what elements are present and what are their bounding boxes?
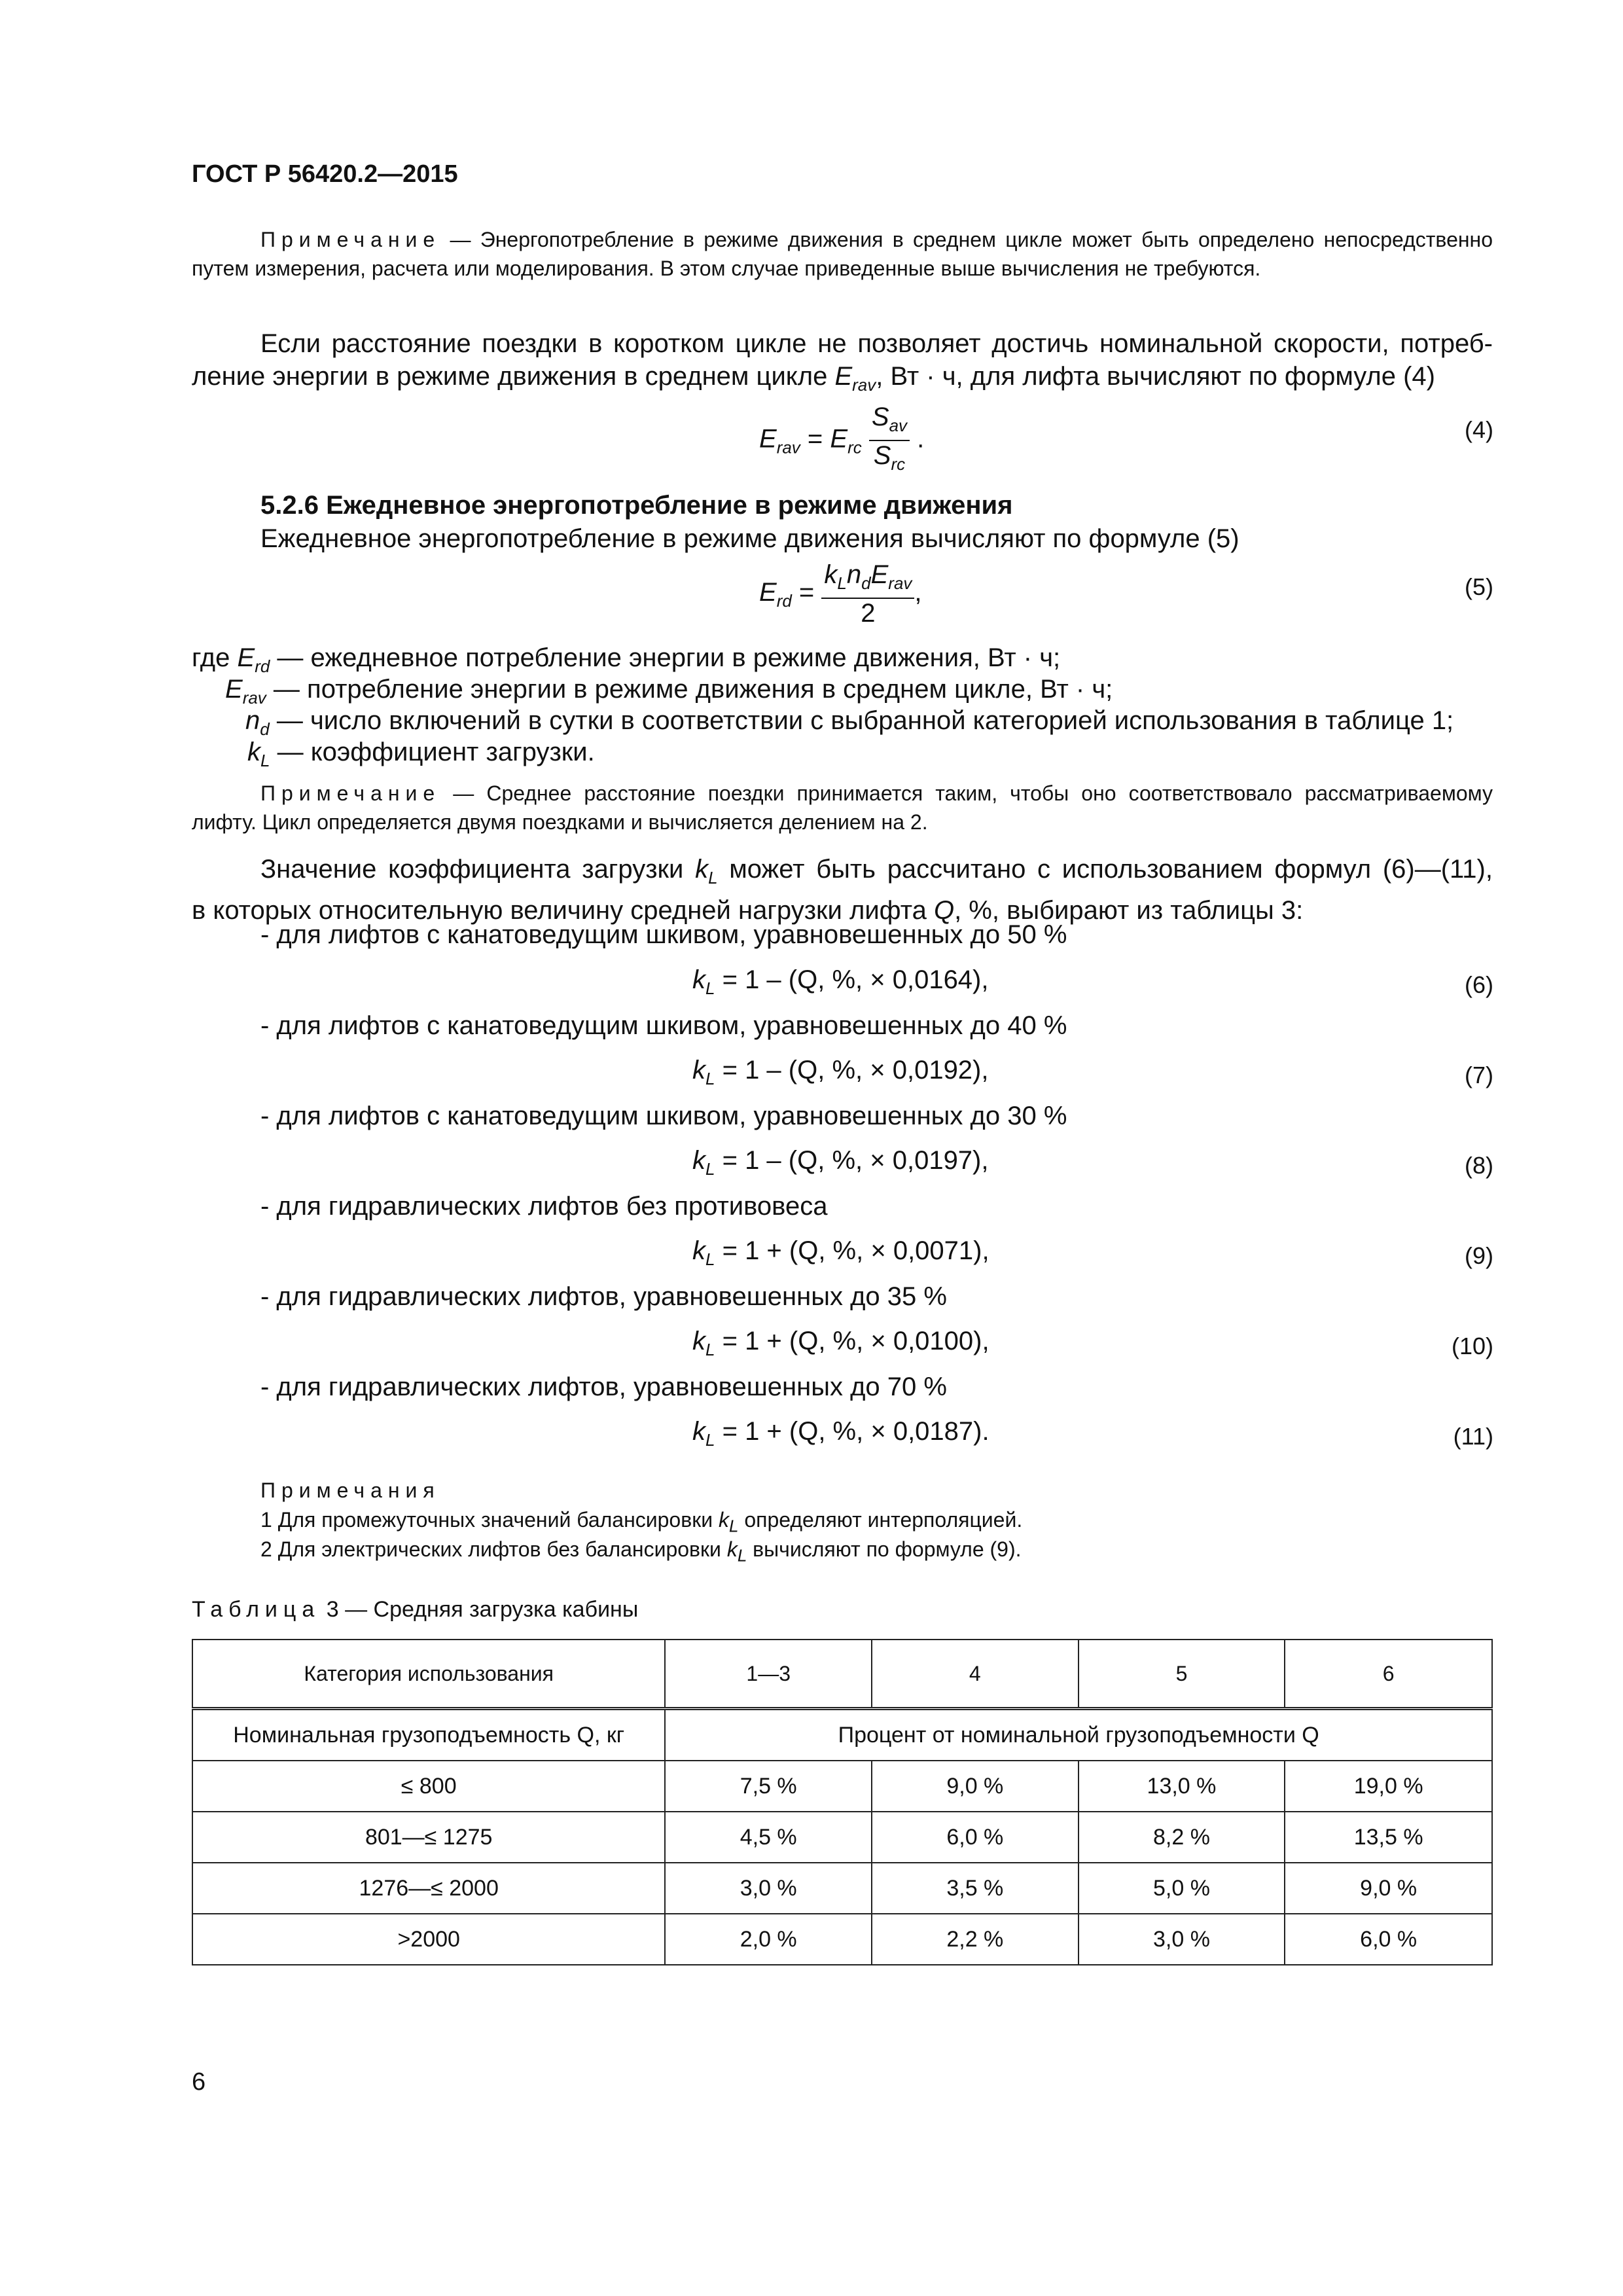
paragraph-1 xyxy=(192,327,1493,401)
notes-item-2: 2 Для электрических лифтов без балансировки $k_L$ вычисляют по формуле (9). xyxy=(260,1537,1022,1566)
document-code-header: ГОСТ Р 56420.2—2015 xyxy=(192,160,458,188)
case-label-8: - для лифтов с канатоведущим шкивом, уравновешенных до 30 % xyxy=(260,1102,1067,1130)
case-formula-8: $k_L = 1 - (Q$, %, × 0,0197), xyxy=(692,1146,989,1179)
table-header-row xyxy=(192,1640,1492,1709)
equation-5: $E_{rd}$ = $\frac{k_Ln_dE_{rav}}{2}$ , xyxy=(759,560,922,628)
case-label-7: - для лифтов с канатоведущим шкивом, уравновешенных до 40 % xyxy=(260,1011,1067,1040)
note-dash: — xyxy=(440,228,480,251)
case-label-9: - для гидравлических лифтов без противовеса xyxy=(260,1192,828,1221)
table-cell: 4,5 % xyxy=(665,1812,872,1863)
case-number-6: (6) xyxy=(1465,971,1493,998)
table-cell: 13,5 % xyxy=(1285,1812,1492,1863)
table-cell: 801—≤ 1275 xyxy=(192,1812,665,1863)
table-cell: 3,5 % xyxy=(872,1863,1079,1914)
equation-5-number: (5) xyxy=(1465,573,1493,600)
table-row xyxy=(192,1914,1492,1965)
table-cell: 19,0 % xyxy=(1285,1761,1492,1812)
table-row xyxy=(192,1863,1492,1914)
table-header-cell: 4 xyxy=(872,1640,1079,1709)
table-cell: 9,0 % xyxy=(1285,1863,1492,1914)
page-number: 6 xyxy=(192,2068,206,2096)
case-formula-10: $k_L = 1 + (Q$, %, × 0,0100), xyxy=(692,1327,990,1359)
note-label: Примечание xyxy=(260,781,441,805)
equation-4-fraction: $\frac{S_{av}}{S_{rc}}$ xyxy=(869,403,910,478)
table-caption: Таблица 3 — Средняя загрузка кабины xyxy=(192,1597,639,1622)
where-item-erav: $E_{rav}$ — потребление энергии в режиме движения в среднем цикле, Вт · ч; xyxy=(225,675,1113,708)
paragraph-1-line-2: ление энергии в режиме движения в среднем цикле $E_{rav}$, Вт · ч, для лифта вычисляют по формуле (4) xyxy=(192,362,1435,395)
note-block-2: Примечание — Среднее расстояние поездки принимается таким, чтобы оно соответствовало рассматриваемому лифту. Цикл определяется двумя поездками и вычисляется делением на 2. xyxy=(192,781,1493,834)
table-cell: 13,0 % xyxy=(1079,1761,1285,1812)
equation-5-fraction: $\frac{k_Ln_dE_{rav}}{2}$ xyxy=(821,560,914,628)
where-item-nd: $n_d$ — число включений в сутки в соответствии с выбранной категорией использования в таблице 1; xyxy=(245,706,1454,739)
table-cell: 7,5 % xyxy=(665,1761,872,1812)
table-cell: 3,0 % xyxy=(665,1863,872,1914)
table-cell: 6,0 % xyxy=(1285,1914,1492,1965)
table-cell: 9,0 % xyxy=(872,1761,1079,1812)
table-cell: 2,0 % xyxy=(665,1914,872,1965)
case-label-11: - для гидравлических лифтов, уравновешенных до 70 % xyxy=(260,1372,947,1401)
table-cell: ≤ 800 xyxy=(192,1761,665,1812)
table-header-cell: 6 xyxy=(1285,1640,1492,1709)
case-formula-11: $k_L = 1 + (Q$, %, × 0,0187). xyxy=(692,1417,990,1450)
table-cell: 3,0 % xyxy=(1079,1914,1285,1965)
notes-title: Примечания xyxy=(260,1479,440,1502)
equation-4-number: (4) xyxy=(1465,416,1493,443)
case-label-6: - для лифтов с канатоведущим шкивом, уравновешенных до 50 % xyxy=(260,920,1067,949)
table-header-cell: Категория использования xyxy=(192,1640,665,1709)
case-formula-7: $k_L = 1 - (Q$, %, × 0,0192), xyxy=(692,1056,989,1088)
case-formula-9: $k_L = 1 + (Q$, %, × 0,0071), xyxy=(692,1236,990,1269)
section-heading: 5.2.6 Ежедневное энергопотребление в режиме движения xyxy=(260,491,1013,520)
case-label-10: - для гидравлических лифтов, уравновешенных до 35 % xyxy=(260,1282,947,1311)
equation-4: $E_{rav} = E_{rc}$ $\frac{S_{av}}{S_{rc}}$ . xyxy=(759,403,924,478)
note-label: Примечание xyxy=(260,228,441,251)
paragraph-2: Значение коэффициента загрузки $k_L$ может быть рассчитано с использованием формул (6)—(11), в которых относительную величину средней нагрузки лифта Q, %, выбирают из таблицы 3: xyxy=(192,855,1493,925)
table-subheader-left: Номинальная грузоподъемность Q, кг xyxy=(192,1709,665,1761)
table-subheader-right: Процент от номинальной грузоподъемности Q xyxy=(665,1709,1492,1761)
paragraph-1-line-1: Если расстояние поездки в коротком цикле не позволяет достичь номинальной скорости, потреб- xyxy=(260,329,1493,358)
case-formula-6: $k_L = 1 - (Q$, %, × 0,0164), xyxy=(692,965,989,998)
table-cell: 8,2 % xyxy=(1079,1812,1285,1863)
table-header-cell: 5 xyxy=(1079,1640,1285,1709)
case-number-9: (9) xyxy=(1465,1242,1493,1269)
table-cell: 6,0 % xyxy=(872,1812,1079,1863)
case-number-11: (11) xyxy=(1453,1423,1493,1450)
note-block-1 xyxy=(192,225,1493,283)
table-cell: 2,2 % xyxy=(872,1914,1079,1965)
note-text: Энергопотребление в режиме движения в среднем цикле может быть определено непосредственно путем измерения, расчета или моделирования. В этом случае приведенные выше вычисления не требуются. xyxy=(192,228,1493,280)
table-row xyxy=(192,1812,1492,1863)
case-number-7: (7) xyxy=(1465,1062,1493,1088)
notes-item-1: 1 Для промежуточных значений балансировки $k_L$ определяют интерполяцией. xyxy=(260,1508,1023,1536)
table-3 xyxy=(192,1639,1493,1965)
section-intro: Ежедневное энергопотребление в режиме движения вычисляют по формуле (5) xyxy=(260,524,1240,553)
table-cell: 5,0 % xyxy=(1079,1863,1285,1914)
table-cell: >2000 xyxy=(192,1914,665,1965)
table-row xyxy=(192,1761,1492,1812)
table-subheader-row xyxy=(192,1709,1492,1761)
where-item-erd: где $E_{rd}$ — ежедневное потребление энергии в режиме движения, Вт · ч; xyxy=(192,643,1061,676)
where-item-kl: $k_L$ — коэффициент загрузки. xyxy=(247,738,595,770)
table-cell: 1276—≤ 2000 xyxy=(192,1863,665,1914)
case-number-10: (10) xyxy=(1451,1333,1493,1359)
case-number-8: (8) xyxy=(1465,1152,1493,1179)
table-header-cell: 1—3 xyxy=(665,1640,872,1709)
